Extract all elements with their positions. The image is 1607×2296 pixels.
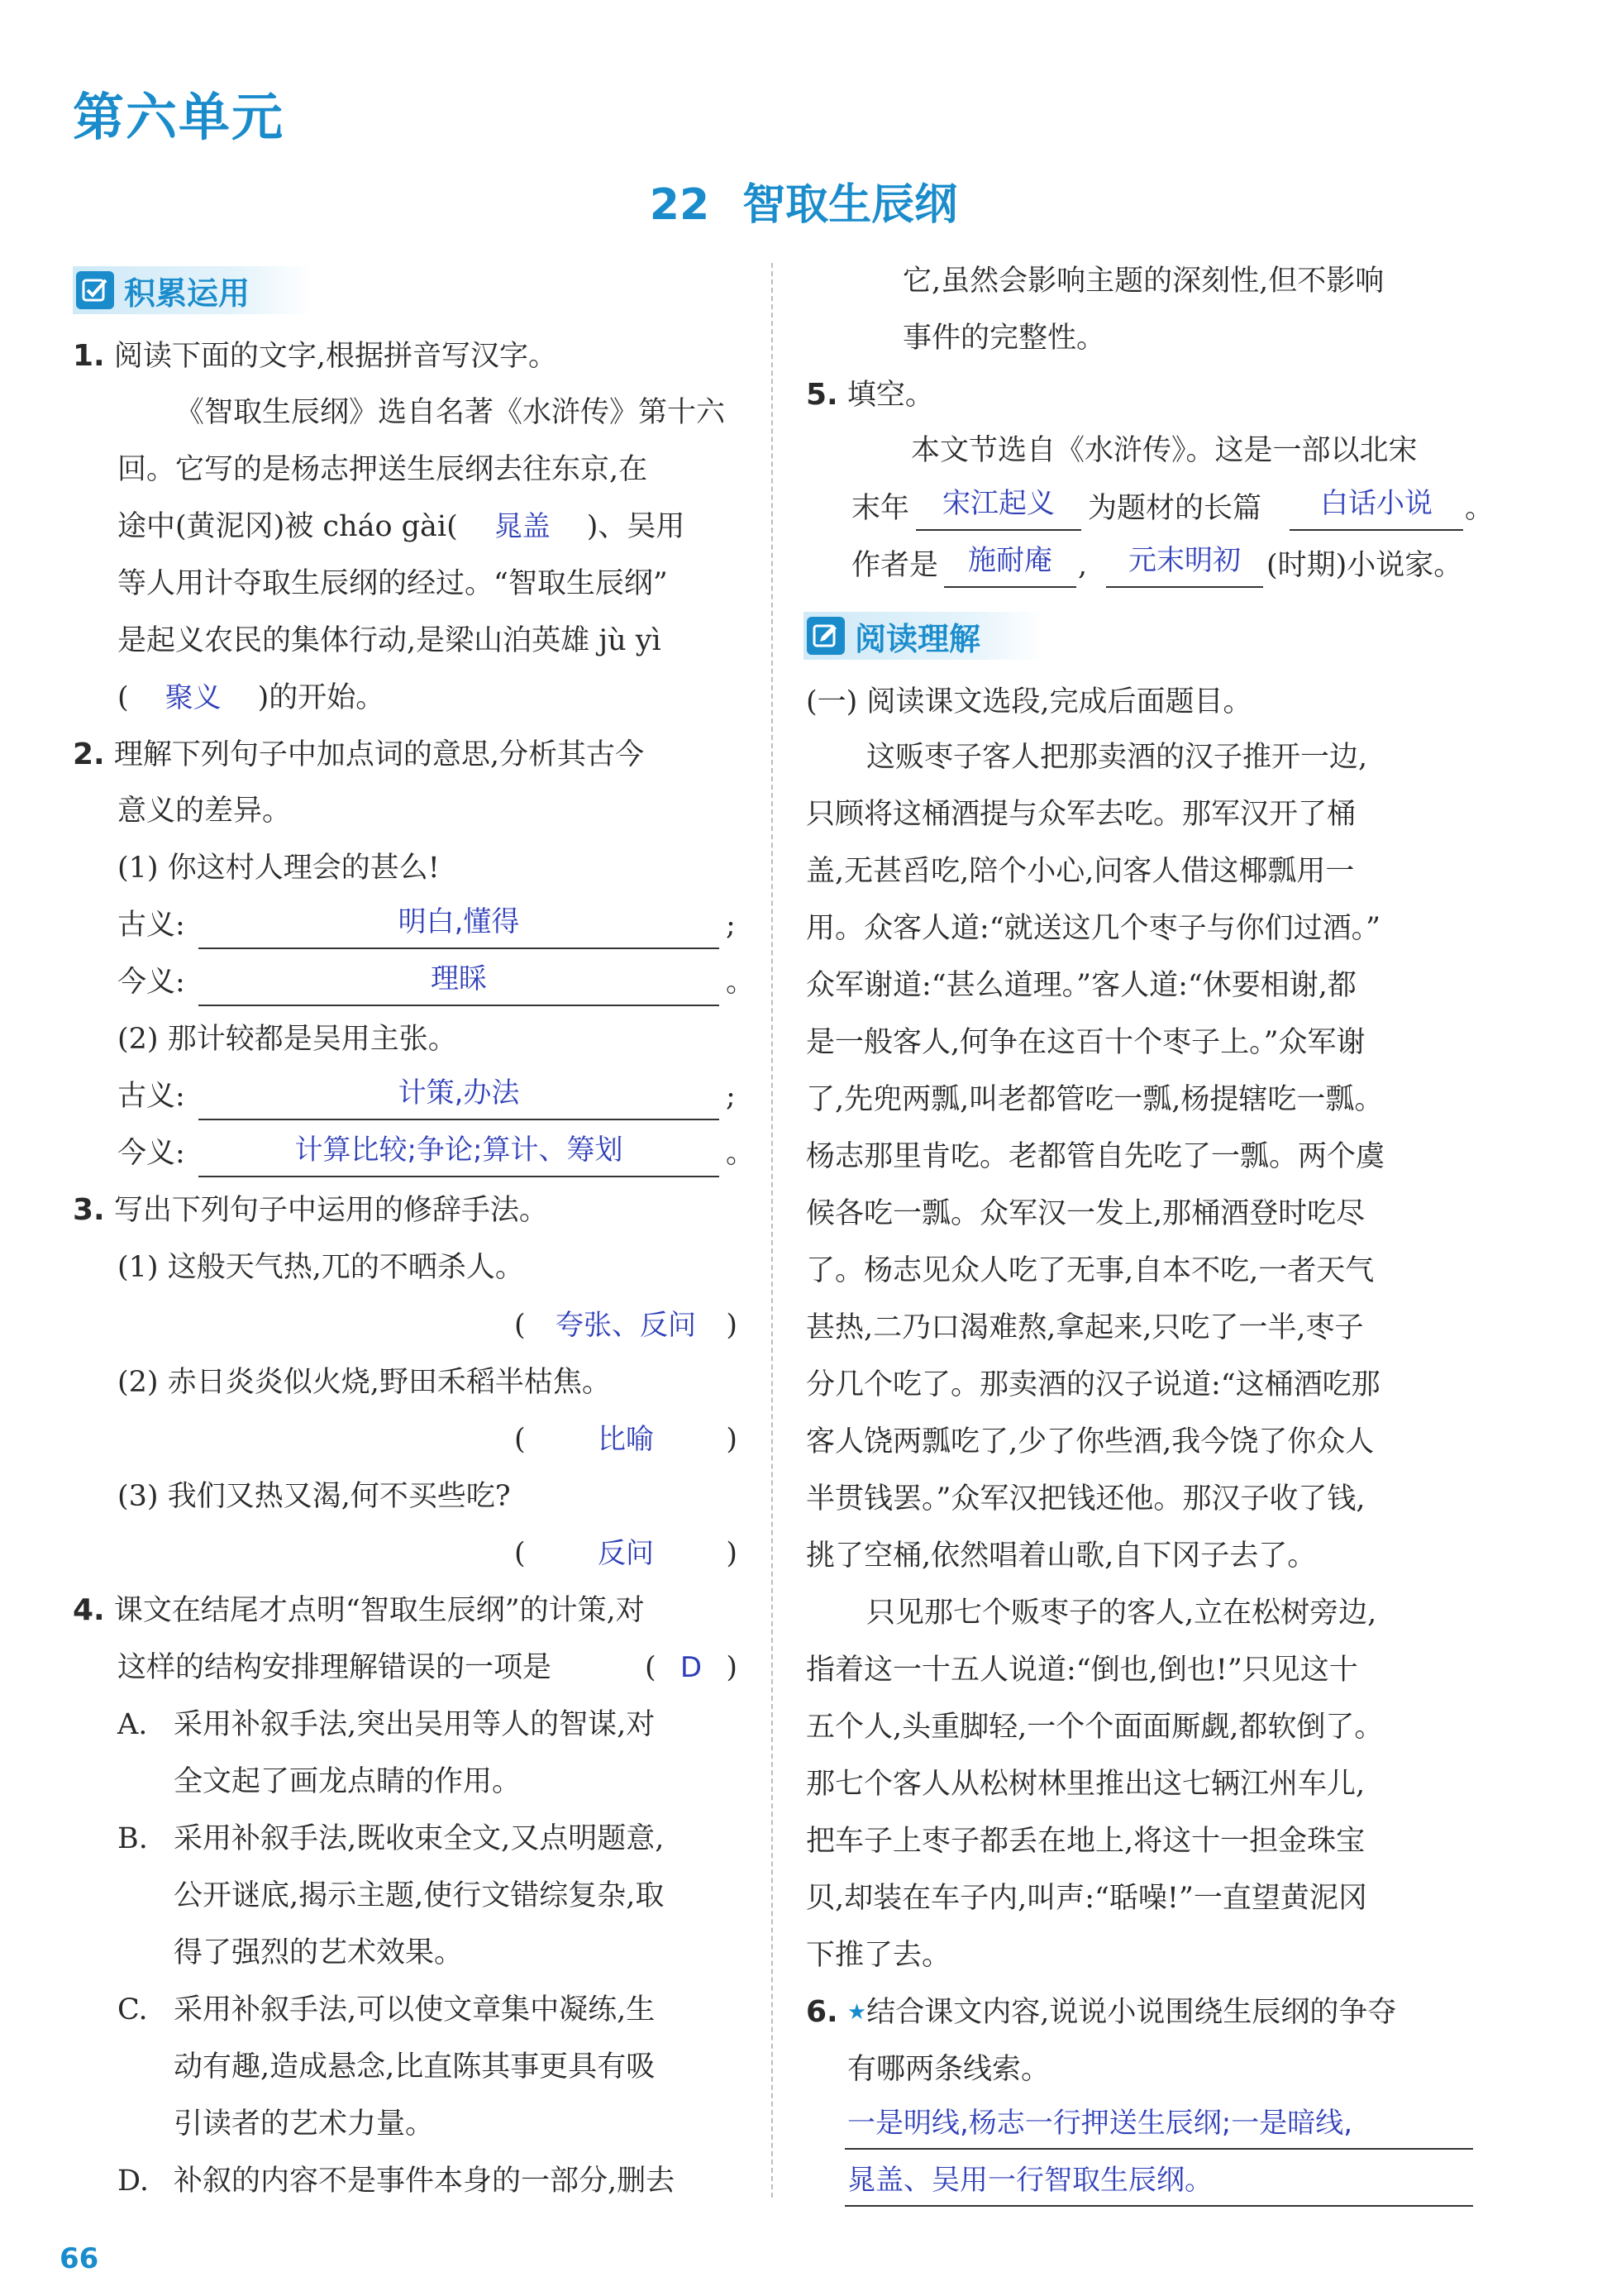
answer-underline: [916, 529, 1081, 531]
q4-option-a-label: A.: [117, 1708, 148, 1741]
q5-line-1: 本文节选自《水浒传》。这是一部以北宋: [911, 434, 1418, 467]
q5-line-2-mid: 为题材的长篇: [1088, 492, 1262, 525]
semicolon: ;: [726, 1080, 736, 1113]
q2-s1-modern-label: 今义:: [117, 966, 185, 999]
q2-prompt-line-2: 意义的差异。: [117, 795, 292, 828]
check-edit-icon: [76, 271, 114, 309]
passage-line: 挑了空桶,依然唱着山歌,自下冈子去了。: [806, 1539, 1317, 1573]
q4-option-d-line-2: 它,虽然会影响主题的深刻性,但不影响: [903, 265, 1385, 298]
q4-option-a-line-1: 采用补叙手法,突出吴用等人的智谋,对: [174, 1708, 656, 1741]
passage-line: 杨志那里肯吃。老都管自先吃了一瓢。两个虞: [806, 1140, 1385, 1173]
q1-line-2: 回。它写的是杨志押送生辰纲去往东京,在: [117, 453, 648, 486]
q2-s2-ancient-answer: 计策,办法: [398, 1076, 520, 1110]
lesson-title: [0, 169, 1607, 232]
pencil-edit-icon: [807, 617, 845, 655]
q5-line-3: 作者是: [851, 549, 939, 582]
q2-s2-modern-answer: 计算比较;争论;算计、筹划: [294, 1134, 623, 1167]
q3-sentence-2: (2) 赤日炎炎似火烧,野田禾稻半枯焦。: [117, 1366, 611, 1399]
q3-answer-2: 比喻: [598, 1423, 654, 1456]
q4-option-a-line-2: 全文起了画龙点睛的作用。: [174, 1765, 522, 1798]
q4-option-b-line-2: 公开谜底,揭示主题,使行文错综复杂,取: [174, 1879, 665, 1912]
answer-underline: [198, 1176, 719, 1177]
passage-line: 只见那七个贩枣子的客人,立在松树旁边,: [866, 1597, 1377, 1630]
q2-s2-ancient-label: 古义:: [117, 1080, 185, 1113]
q5-answer-1: 宋江起义: [942, 487, 1055, 520]
q1-line-1: 《智取生辰纲》选自名著《水浒传》第十六: [175, 396, 726, 429]
q5-prompt: 5. 填空。: [806, 378, 934, 412]
q3-sentence-3: (3) 我们又热又渴,何不买些吃?: [117, 1480, 511, 1513]
passage-line: 那七个客人从松树林里推出这七辆江州车儿,: [806, 1768, 1366, 1801]
q5-comma: ,: [1078, 549, 1088, 582]
q2-s1-ancient-answer: 明白,懂得: [398, 905, 520, 938]
q4-option-c-line-1: 采用补叙手法,可以使文章集中凝练,生: [174, 1993, 656, 2026]
passage-line: 五个人,头重脚轻,一个个面面厮觑,都软倒了。: [806, 1711, 1384, 1744]
answer-underline: [198, 948, 719, 949]
lesson-name: 智取生辰纲: [742, 180, 958, 230]
section-label: 阅读理解: [855, 620, 981, 657]
passage-line: 用。众客人道:“就送这几个枣子与你们过酒。”: [806, 912, 1381, 945]
passage-line: 贝,却装在车子内,叫声:“聒噪!”一直望黄泥冈: [806, 1882, 1367, 1915]
answer-underline: [845, 2148, 1473, 2150]
q6-prompt-line-2: 有哪两条线索。: [847, 2053, 1051, 2086]
q3-sentence-1: (1) 这般天气热,兀的不晒杀人。: [117, 1251, 524, 1284]
passage-line: 众军谢道:“甚么道理。”客人道:“休要相谢,都: [806, 969, 1357, 1002]
passage-line: 甚热,二乃口渴难熬,拿起来,只吃了一半,枣子: [806, 1311, 1364, 1344]
q4-option-c-label: C.: [117, 1993, 148, 2026]
section-reading: [804, 612, 1043, 660]
q1-prompt-line: 1. 阅读下面的文字,根据拼音写汉字。: [73, 339, 558, 373]
q2-s1-modern-answer: 理睬: [431, 962, 487, 995]
q1-line-4: 等人用计夺取生辰纲的经过。“智取生辰纲”: [117, 567, 668, 600]
q6-answer-line-2: 晁盖、吴用一行智取生辰纲。: [847, 2164, 1213, 2197]
q5-answer-3: 施耐庵: [968, 544, 1052, 577]
answer-underline: [1106, 586, 1263, 588]
q1-line-3: 途中(黄泥冈)被 cháo gài( 晁盖 )、吴用: [117, 510, 685, 543]
q1-answer-2: 聚义: [165, 681, 222, 714]
passage-line: 分几个吃了。那卖酒的汉子说道:“这桶酒吃那: [806, 1368, 1380, 1401]
answer-underline: [944, 586, 1076, 588]
q4-prompt-line-1: 4. 课文在结尾才点明“智取生辰纲”的计策,对: [73, 1593, 645, 1627]
q1-line-5: 是起义农民的集体行动,是梁山泊英雄 jù yì: [117, 624, 661, 657]
q1-answer-1: 晁盖: [494, 510, 551, 543]
q4-option-b-label: B.: [117, 1822, 148, 1855]
answer-underline: [198, 1005, 719, 1006]
q4-option-c-line-2: 动有趣,造成悬念,比直陈其事更具有吸: [174, 2050, 656, 2084]
q2-s1-ancient-label: 古义:: [117, 909, 185, 942]
q4-option-b-line-3: 得了强烈的艺术效果。: [174, 1936, 464, 1969]
q5-answer-2: 白话小说: [1320, 487, 1433, 520]
section-label: 积累运用: [124, 274, 250, 312]
q3-answer-3: 反问: [598, 1537, 654, 1570]
q1-line-6: ( 聚义 )的开始。: [117, 681, 385, 714]
q3-answer-1: 夸张、反问: [556, 1309, 696, 1342]
q4-option-d-line-1: 补叙的内容不是事件本身的一部分,删去: [174, 2165, 675, 2198]
q5-line-3-end: (时期)小说家。: [1266, 549, 1463, 582]
q4-option-d-line-3: 事件的完整性。: [903, 322, 1106, 355]
answer-underline: [198, 1119, 719, 1120]
passage-line: 把车子上枣子都丢在地上,将这十一担金珠宝: [806, 1825, 1366, 1858]
q4-prompt-line-2: 这样的结构安排理解错误的一项是: [117, 1651, 552, 1684]
semicolon: ;: [726, 909, 736, 942]
q2-s2-modern-label: 今义:: [117, 1137, 185, 1170]
passage-line: 是一般客人,何争在这百十个枣子上。”众军谢: [806, 1026, 1366, 1059]
passage-line: 了。杨志见众人吃了无事,自本不吃,一者天气: [806, 1254, 1375, 1287]
passage-line: 下推了去。: [806, 1939, 951, 1972]
passage-line: 只顾将这桶酒提与众军去吃。那军汉开了桶: [806, 798, 1357, 831]
q5-line-2-end: 。: [1465, 492, 1495, 525]
q5-answer-4: 元末明初: [1128, 544, 1241, 577]
period: 。: [726, 966, 756, 999]
passage-line: 半贯钱罢。”众军汉把钱还他。那汉子收了钱,: [806, 1482, 1366, 1516]
section-accumulate: [73, 266, 312, 314]
passage-line: 盖,无甚舀吃,陪个小心,问客人借这椰瓢用一: [806, 855, 1355, 888]
q3-prompt: 3. 写出下列句子中运用的修辞手法。: [73, 1193, 548, 1227]
answer-underline: [845, 2205, 1473, 2207]
q5-line-2: 末年: [851, 492, 910, 525]
passage-line: 了,先兜两瓢,叫老都管吃一瓢,杨提辖吃一瓢。: [806, 1083, 1384, 1116]
unit-title: 第六单元: [73, 87, 285, 147]
q4-answer: D: [680, 1651, 703, 1684]
star-icon: ★: [846, 2000, 867, 2025]
q6-prompt-line-1: 6. ★结合课文内容,说说小说围绕生辰纲的争夺: [806, 1995, 1397, 2029]
q2-sentence-2: (2) 那计较都是吴用主张。: [117, 1023, 457, 1056]
passage-line: 候各吃一瓢。众军汉一发上,那桶酒登时吃尽: [806, 1197, 1366, 1230]
q6-answer-line-1: 一是明线,杨志一行押送生辰纲;一是暗线,: [847, 2107, 1353, 2140]
q4-option-b-line-1: 采用补叙手法,既收束全文,又点明题意,: [174, 1822, 665, 1855]
q4-option-c-line-3: 引读者的艺术力量。: [174, 2107, 435, 2141]
page-number: 66: [60, 2242, 99, 2275]
period: 。: [726, 1137, 756, 1170]
q2-prompt-line-1: 2. 理解下列句子中加点词的意思,分析其古今: [73, 737, 645, 771]
passage-line: 指着这一十五人说道:“倒也,倒也!”只见这十: [806, 1654, 1358, 1687]
answer-underline: [1290, 529, 1463, 531]
passage-line: 这贩枣子客人把那卖酒的汉子推开一边,: [866, 741, 1368, 774]
reading-intro: (一) 阅读课文选段,完成后面题目。: [806, 685, 1252, 718]
column-divider: [771, 263, 773, 2198]
q4-option-d-label: D.: [117, 2165, 149, 2198]
passage-line: 客人饶两瓢吃了,少了你些酒,我今饶了你众人: [806, 1425, 1375, 1458]
q2-sentence-1: (1) 你这村人理会的甚么!: [117, 852, 440, 885]
lesson-number: 22: [649, 180, 710, 230]
